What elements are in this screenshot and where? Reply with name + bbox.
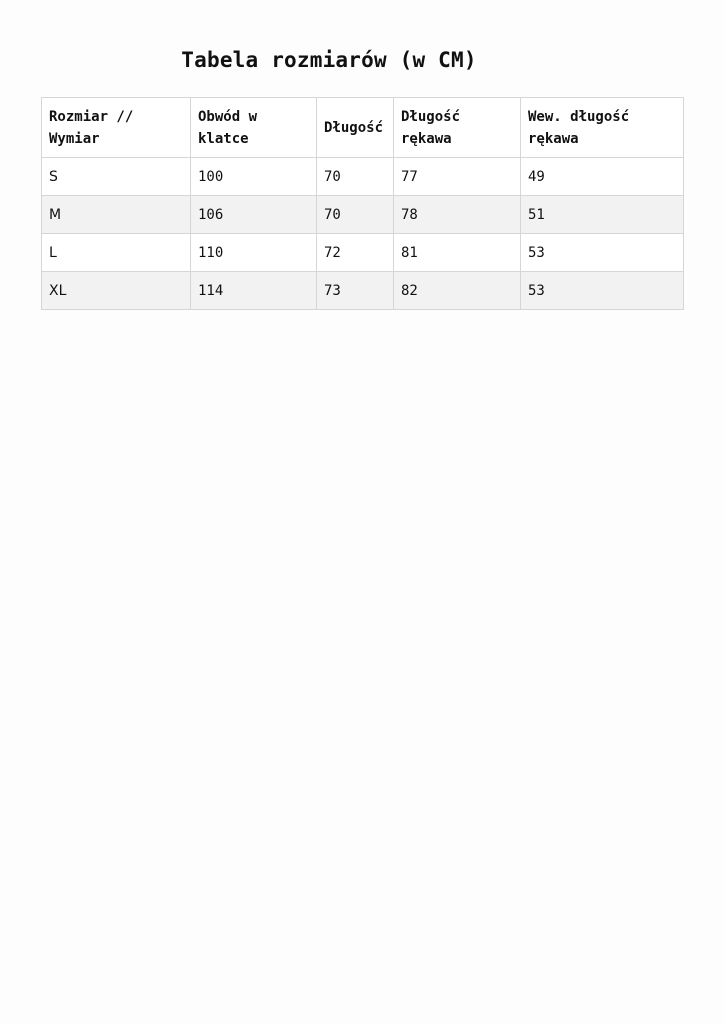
size-cell: L: [42, 234, 191, 272]
header-inner-sleeve-length: Wew. długość rękawa: [521, 98, 684, 158]
length-cell: 72: [317, 234, 394, 272]
sleeve-length-cell: 81: [394, 234, 521, 272]
table-header-row: [42, 98, 684, 158]
inner-sleeve-length-cell: 53: [521, 234, 684, 272]
length-cell: 70: [317, 196, 394, 234]
header-sleeve-length: Długość rękawa: [394, 98, 521, 158]
page-title: Tabela rozmiarów (w CM): [181, 48, 477, 72]
header-size: Rozmiar // Wymiar: [42, 98, 191, 158]
sleeve-length-cell: 82: [394, 272, 521, 310]
size-chart-table: [41, 97, 684, 310]
table-row: [42, 158, 684, 196]
table-row: [42, 234, 684, 272]
inner-sleeve-length-cell: 51: [521, 196, 684, 234]
size-cell: S: [42, 158, 191, 196]
length-cell: 73: [317, 272, 394, 310]
table-row: [42, 272, 684, 310]
chest-cell: 110: [191, 234, 317, 272]
table-row: [42, 196, 684, 234]
inner-sleeve-length-cell: 49: [521, 158, 684, 196]
size-cell: XL: [42, 272, 191, 310]
sleeve-length-cell: 77: [394, 158, 521, 196]
inner-sleeve-length-cell: 53: [521, 272, 684, 310]
header-length: Długość: [317, 98, 394, 158]
size-cell: M: [42, 196, 191, 234]
chest-cell: 106: [191, 196, 317, 234]
sleeve-length-cell: 78: [394, 196, 521, 234]
chest-cell: 100: [191, 158, 317, 196]
header-chest-circumference: Obwód w klatce: [191, 98, 317, 158]
length-cell: 70: [317, 158, 394, 196]
chest-cell: 114: [191, 272, 317, 310]
